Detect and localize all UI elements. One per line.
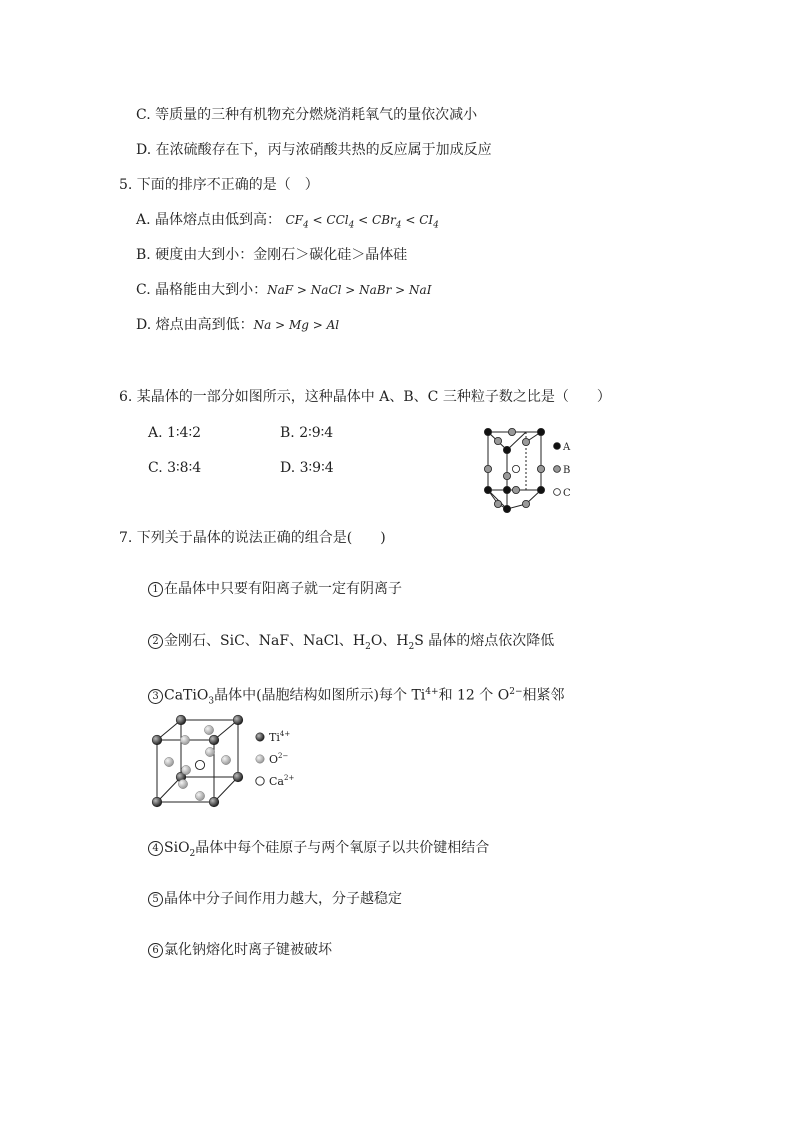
q5-option-a [136, 211, 439, 234]
q7-statement-3-text-d: 相紧邻 [522, 687, 565, 704]
legend-ti: $Ti^{4+}$ [269, 730, 291, 744]
q6-option-b: B. 2∶9∶4 [280, 425, 334, 441]
q7-statement-2: 2 金刚石、SiC、NaF、NaCl、$H_2O$、$H_2S$ 晶体的熔点依次降低 [148, 632, 554, 656]
q7-statement-4: 4 SiO$_2$晶体中每个硅原子与两个氧原子以共价键相结合 [148, 839, 489, 863]
q6-option-c: C. 3∶8∶4 [148, 460, 202, 476]
q7-statement-5 [148, 890, 402, 908]
q7-statement-6-text: 氯化钠熔化时离子键被破坏 [164, 942, 332, 958]
q7-statement-3-text-b: 晶体中(晶胞结构如图所示)每个 Ti [214, 687, 426, 704]
q7-statement-1 [148, 580, 402, 598]
q7-statement-3-text-a: CaTiO [164, 687, 209, 704]
q6-option-a: A. 1∶4∶2 [148, 425, 202, 441]
q7-statement-5-number: 5 [148, 892, 163, 907]
q7-statement-3: 3 CaTiO$_3$晶体中(晶胞结构如图所示)每个 $Ti^{4+}$和 12 个 $O^{2-}$相紧邻 [148, 683, 565, 710]
q5-option-d-math: Na > Mg > Al [253, 318, 340, 332]
q7-statement-6-number: 6 [148, 943, 163, 958]
q7-statement-4-number: 4 [148, 841, 163, 856]
q5-option-d [136, 316, 339, 334]
q6-stem: 6. 某晶体的一部分如图所示，这种晶体中 A、B、C 三种粒子数之比是（ ） [119, 389, 611, 405]
q7-statement-3-text-c: 和 12 个 O [438, 687, 510, 704]
q6-crystal-figure [474, 424, 584, 520]
q5-option-a-text: A. 晶体熔点由低到高： [136, 212, 282, 228]
q7-statement-5-text: 晶体中分子间作用力越大，分子越稳定 [164, 891, 402, 907]
q5-option-c [136, 281, 431, 299]
q7-statement-1-number: 1 [148, 582, 163, 597]
q7-statement-6 [148, 941, 332, 959]
q6-option-d: D. 3∶9∶4 [280, 460, 334, 476]
q7-statement-2-text-c: S 晶体的熔点依次降低 [414, 633, 555, 649]
q7-statement-2-number: 2 [148, 634, 163, 649]
q6-legend-b: B [563, 465, 571, 476]
q6-legend-c: C [563, 488, 571, 499]
q7-statement-2-text-b: O、H [370, 633, 409, 649]
legend-o: $O^{2-}$ [269, 752, 289, 766]
q7-statement-2-text-a: 金刚石、SiC、NaF、NaCl、H [164, 633, 366, 649]
q5-option-b: B. 硬度由大到小：金刚石＞碳化硅＞晶体硅 [136, 247, 408, 263]
q5-option-c-text: C. 晶格能由大到小： [136, 282, 268, 298]
q7-statement-4-text-a: SiO [164, 840, 190, 856]
q7-stem: 7. 下列关于晶体的说法正确的组合是( ) [119, 530, 386, 546]
q6-legend-a: A [563, 442, 571, 453]
q4-option-c: C. 等质量的三种有机物充分燃烧消耗氧气的量依次减小 [136, 107, 478, 123]
q7-statement-3-number: 3 [148, 689, 163, 704]
q7-statement-1-text: 在晶体中只要有阳离子就一定有阴离子 [164, 581, 402, 597]
q5-stem: 5. 下面的排序不正确的是（ ） [119, 177, 319, 193]
q5-option-a-math: $CF_4 < CCl_4 < CBr_4 < CI_4$ [285, 213, 439, 231]
legend-ca: $Ca^{2+}$ [269, 774, 295, 788]
q7-statement-4-text-b: 晶体中每个硅原子与两个氧原子以共价键相结合 [195, 840, 490, 856]
q5-option-d-text: D. 熔点由高到低： [136, 317, 254, 333]
q5-option-c-math: NaF > NaCl > NaBr > NaI [267, 283, 432, 297]
catio3-unit-cell-figure [148, 712, 308, 812]
q4-option-d: D. 在浓硫酸存在下，丙与浓硝酸共热的反应属于加成反应 [136, 142, 492, 158]
